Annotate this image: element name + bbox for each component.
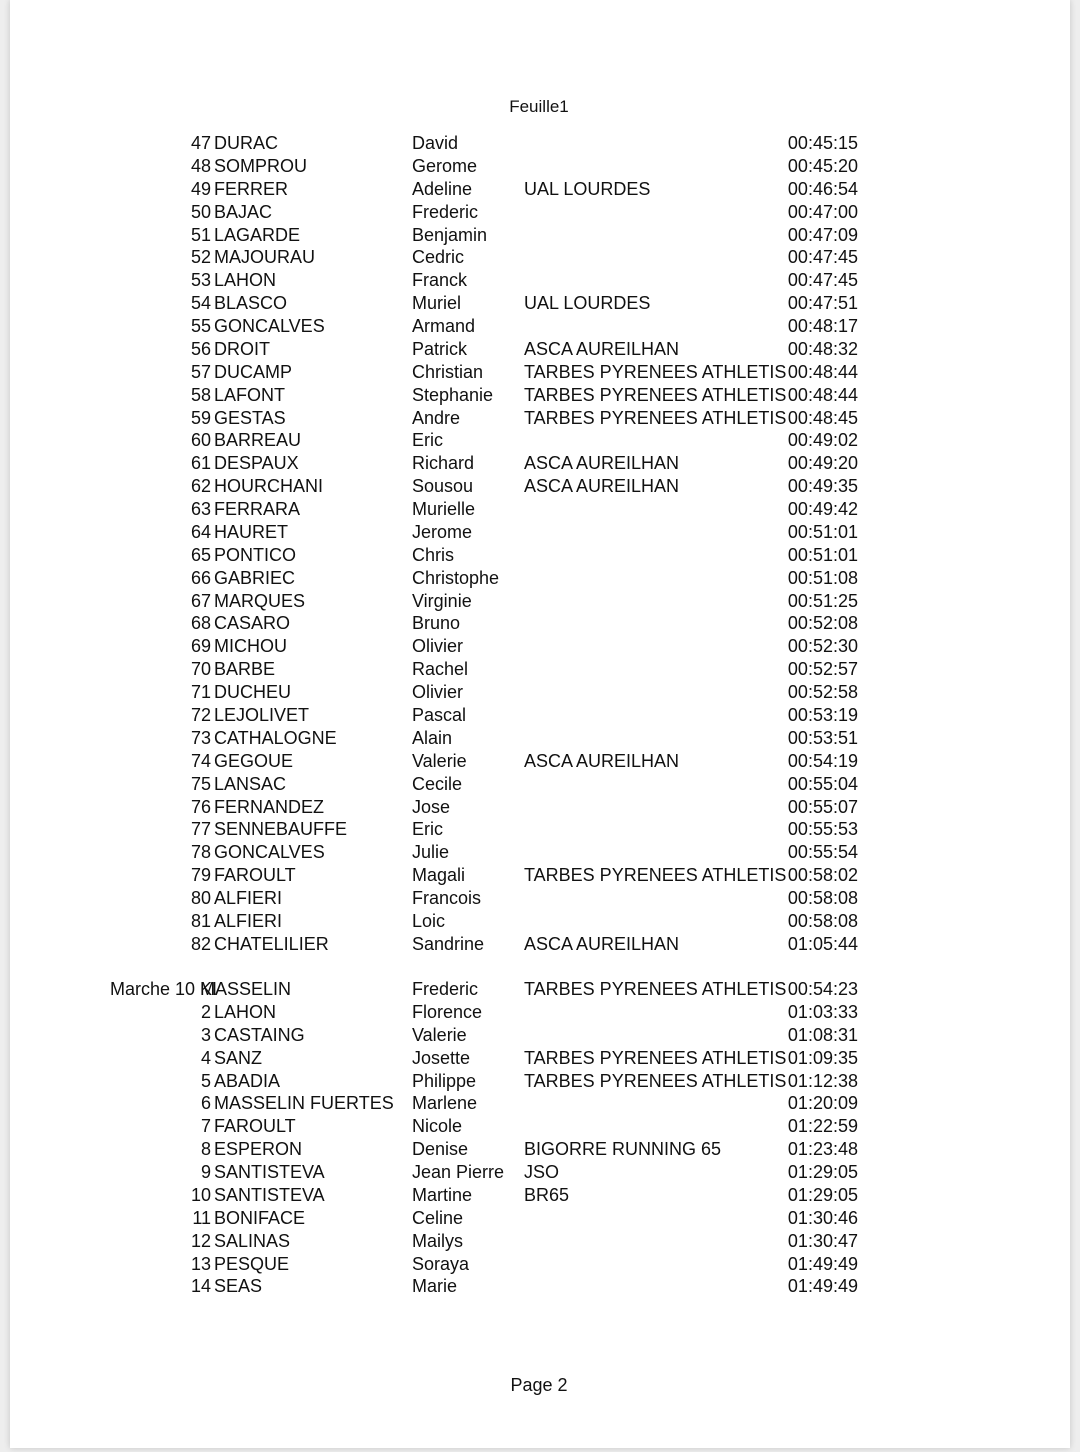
first-name-cell: Cedric [412,247,465,267]
first-name-cell: Olivier [412,636,464,656]
time-cell: 00:48:44 [787,362,858,382]
rank-cell: 52 [190,247,211,267]
rank-cell: 61 [190,453,211,473]
first-name-cell: Jerome [412,522,473,542]
last-name-cell: ABADIA [214,1071,281,1091]
last-name-cell: GABRIEC [214,568,296,588]
last-name-cell: SENNEBAUFFE [214,819,348,839]
time-cell: 01:03:33 [787,1002,858,1022]
table-row [0,178,1080,201]
first-name-cell: Mailys [412,1231,464,1251]
rank-cell: 48 [190,156,211,176]
rank-cell: 7 [200,1116,211,1136]
last-name-cell: LAHON [214,270,277,290]
last-name-cell: MASSELIN FUERTES [214,1093,394,1113]
table-row [0,361,1080,384]
last-name-cell: FERRER [214,179,289,199]
first-name-cell: Andre [412,408,461,428]
first-name-cell: Alain [412,728,453,748]
first-name-cell: Julie [412,842,450,862]
table-row [0,1092,1080,1115]
time-cell: 00:49:42 [787,499,858,519]
last-name-cell: MASSELIN [200,979,292,999]
club-cell: ASCA AUREILHAN [524,751,680,771]
time-cell: 00:47:51 [787,293,858,313]
rank-cell: 64 [190,522,211,542]
last-name-cell: SEAS [214,1276,263,1296]
last-name-cell: LEJOLIVET [214,705,310,725]
first-name-cell: Valerie [412,1025,467,1045]
table-row [0,1070,1080,1093]
last-name-cell: ALFIERI [214,888,283,908]
time-cell: 00:55:04 [787,774,858,794]
rank-cell: 4 [200,1048,211,1068]
rank-cell: 76 [190,797,211,817]
last-name-cell: HOURCHANI [214,476,324,496]
last-name-cell: SANTISTEVA [214,1162,325,1182]
first-name-cell: Armand [412,316,476,336]
last-name-cell: BLASCO [214,293,288,313]
first-name-cell: Frederic [412,202,479,222]
first-name-cell: Magali [412,865,466,885]
first-name-cell: Franck [412,270,468,290]
table-row [0,338,1080,361]
rank-cell: 50 [190,202,211,222]
first-name-cell: Christian [412,362,484,382]
time-cell: 00:52:08 [787,613,858,633]
table-row [0,864,1080,887]
rank-cell: 67 [190,591,211,611]
category-label: Marche 10 KI [110,979,218,999]
time-cell: 00:58:08 [787,911,858,931]
last-name-cell: FERRARA [214,499,301,519]
time-cell: 01:49:49 [787,1276,858,1296]
last-name-cell: LAHON [214,1002,277,1022]
last-name-cell: PESQUE [214,1254,290,1274]
rank-cell: 3 [200,1025,211,1045]
table-row [0,246,1080,269]
table-row [0,773,1080,796]
time-cell: 00:45:20 [787,156,858,176]
last-name-cell: ESPERON [214,1139,303,1159]
time-cell: 01:29:05 [787,1162,858,1182]
time-cell: 00:52:58 [787,682,858,702]
rank-cell: 9 [200,1162,211,1182]
club-cell: TARBES PYRENEES ATHLETIS [524,408,787,428]
time-cell: 00:47:09 [787,225,858,245]
first-name-cell: Rachel [412,659,469,679]
first-name-cell: Richard [412,453,475,473]
rank-cell: 10 [190,1185,211,1205]
time-cell: 00:49:20 [787,453,858,473]
first-name-cell: Bruno [412,613,461,633]
table-row [0,1184,1080,1207]
time-cell: 00:48:45 [787,408,858,428]
first-name-cell: Jean Pierre [412,1162,505,1182]
club-cell: BR65 [524,1185,570,1205]
first-name-cell: Denise [412,1139,469,1159]
rank-cell: 79 [190,865,211,885]
rank-cell: 74 [190,751,211,771]
time-cell: 00:49:02 [787,430,858,450]
time-cell: 00:58:02 [787,865,858,885]
club-cell: TARBES PYRENEES ATHLETIS [524,865,787,885]
last-name-cell: ALFIERI [214,911,283,931]
time-cell: 01:05:44 [787,934,858,954]
table-row [0,818,1080,841]
last-name-cell: HAURET [214,522,289,542]
club-cell: ASCA AUREILHAN [524,339,680,359]
rank-cell: 49 [190,179,211,199]
last-name-cell: MICHOU [214,636,287,656]
rank-cell: 56 [190,339,211,359]
time-cell: 00:47:45 [787,247,858,267]
table-row [0,498,1080,521]
time-cell: 01:23:48 [787,1139,858,1159]
rank-cell: 73 [190,728,211,748]
table-row [0,681,1080,704]
first-name-cell: Sandrine [412,934,485,954]
time-cell: 00:55:53 [787,819,858,839]
table-row [0,635,1080,658]
table-row [0,544,1080,567]
first-name-cell: Frederic [412,979,479,999]
last-name-cell: LANSAC [214,774,287,794]
time-cell: 00:51:01 [787,522,858,542]
last-name-cell: BONIFACE [214,1208,306,1228]
table-row [0,841,1080,864]
table-row [0,727,1080,750]
last-name-cell: PONTICO [214,545,297,565]
table-row [0,384,1080,407]
first-name-cell: David [412,133,459,153]
time-cell: 00:51:08 [787,568,858,588]
table-row [0,292,1080,315]
last-name-cell: CHATELILIER [214,934,329,954]
rank-cell: 63 [190,499,211,519]
time-cell: 00:48:32 [787,339,858,359]
rank-cell: 71 [190,682,211,702]
last-name-cell: LAFONT [214,385,286,405]
time-cell: 01:49:49 [787,1254,858,1274]
last-name-cell: CASARO [214,613,291,633]
table-row [0,1115,1080,1138]
rank-cell: 58 [190,385,211,405]
table-row [0,933,1080,956]
club-cell: JSO [524,1162,560,1182]
rank-cell: 51 [190,225,211,245]
time-cell: 00:46:54 [787,179,858,199]
table-row [0,452,1080,475]
rank-cell: 6 [200,1093,211,1113]
rank-cell: 69 [190,636,211,656]
table-row [0,269,1080,292]
table-row [0,1047,1080,1070]
time-cell: 01:08:31 [787,1025,858,1045]
table-row [0,1253,1080,1276]
first-name-cell: Josette [412,1048,471,1068]
rank-cell: 57 [190,362,211,382]
table-row [0,704,1080,727]
last-name-cell: CATHALOGNE [214,728,337,748]
rank-cell: 13 [190,1254,211,1274]
time-cell: 00:58:08 [787,888,858,908]
table-row [0,750,1080,773]
time-cell: 00:49:35 [787,476,858,496]
table-row [0,590,1080,613]
first-name-cell: Eric [412,819,443,839]
table-row [0,475,1080,498]
table-row [0,1275,1080,1298]
first-name-cell: Valerie [412,751,467,771]
rank-cell: 82 [190,934,211,954]
last-name-cell: BAJAC [214,202,273,222]
club-cell: UAL LOURDES [524,179,651,199]
first-name-cell: Philippe [412,1071,477,1091]
rank-cell: 80 [190,888,211,908]
first-name-cell: Olivier [412,682,464,702]
rank-cell: 81 [190,911,211,931]
last-name-cell: GONCALVES [214,842,325,862]
club-cell: TARBES PYRENEES ATHLETIS [524,979,787,999]
table-row [0,132,1080,155]
first-name-cell: Nicole [412,1116,463,1136]
last-name-cell: GEGOUE [214,751,294,771]
table-row [0,201,1080,224]
last-name-cell: FERNANDEZ [214,797,325,817]
first-name-cell: Loic [412,911,446,931]
time-cell: 01:30:46 [787,1208,858,1228]
table-row [0,1161,1080,1184]
first-name-cell: Murielle [412,499,476,519]
rank-cell: 8 [200,1139,211,1159]
table-row [0,155,1080,178]
table-row [0,887,1080,910]
table-row [0,1138,1080,1161]
last-name-cell: DURAC [214,133,279,153]
time-cell: 00:54:23 [787,979,858,999]
first-name-cell: Francois [412,888,482,908]
last-name-cell: BARREAU [214,430,302,450]
time-cell: 00:51:01 [787,545,858,565]
rank-cell: 2 [200,1002,211,1022]
time-cell: 01:20:09 [787,1093,858,1113]
last-name-cell: DUCHEU [214,682,292,702]
time-cell: 01:09:35 [787,1048,858,1068]
time-cell: 00:55:54 [787,842,858,862]
first-name-cell: Marie [412,1276,458,1296]
time-cell: 00:47:00 [787,202,858,222]
rank-cell: 12 [190,1231,211,1251]
club-cell: TARBES PYRENEES ATHLETIS [524,385,787,405]
time-cell: 00:54:19 [787,751,858,771]
last-name-cell: SOMPROU [214,156,308,176]
rank-cell: 47 [190,133,211,153]
time-cell: 00:48:44 [787,385,858,405]
rank-cell: 55 [190,316,211,336]
table-row [0,1230,1080,1253]
rank-cell: 60 [190,430,211,450]
last-name-cell: SANTISTEVA [214,1185,325,1205]
first-name-cell: Cecile [412,774,463,794]
last-name-cell: MARQUES [214,591,306,611]
last-name-cell: DUCAMP [214,362,293,382]
rank-cell: 77 [190,819,211,839]
club-cell: TARBES PYRENEES ATHLETIS [524,362,787,382]
table-row [0,1001,1080,1024]
first-name-cell: Chris [412,545,455,565]
first-name-cell: Stephanie [412,385,494,405]
first-name-cell: Virginie [412,591,472,611]
rank-cell: 5 [200,1071,211,1091]
rank-cell: 59 [190,408,211,428]
time-cell: 01:22:59 [787,1116,858,1136]
first-name-cell: Christophe [412,568,500,588]
time-cell: 00:48:17 [787,316,858,336]
last-name-cell: DESPAUX [214,453,299,473]
last-name-cell: DROIT [214,339,270,359]
rank-cell: 68 [190,613,211,633]
table-row [0,224,1080,247]
first-name-cell: Patrick [412,339,468,359]
last-name-cell: BARBE [214,659,276,679]
last-name-cell: GONCALVES [214,316,325,336]
rank-cell: 11 [192,1208,211,1228]
table-row [0,658,1080,681]
first-name-cell: Pascal [412,705,467,725]
club-cell: ASCA AUREILHAN [524,453,680,473]
time-cell: 01:12:38 [787,1071,858,1091]
first-name-cell: Gerome [412,156,478,176]
time-cell: 00:45:15 [787,133,858,153]
rank-cell: 72 [190,705,211,725]
first-name-cell: Muriel [412,293,462,313]
first-name-cell: Adeline [412,179,473,199]
time-cell: 01:30:47 [787,1231,858,1251]
last-name-cell: CASTAING [214,1025,305,1045]
table-row [0,612,1080,635]
first-name-cell: Florence [412,1002,483,1022]
first-name-cell: Celine [412,1208,464,1228]
rank-cell: 66 [190,568,211,588]
first-name-cell: Eric [412,430,443,450]
last-name-cell: SALINAS [214,1231,291,1251]
last-name-cell: FAROULT [214,865,296,885]
rank-cell: 78 [190,842,211,862]
last-name-cell: MAJOURAU [214,247,316,267]
club-cell: BIGORRE RUNNING 65 [524,1139,722,1159]
rank-cell: 65 [190,545,211,565]
table-row [0,567,1080,590]
first-name-cell: Jose [412,797,451,817]
rank-cell: 54 [190,293,211,313]
table-row [0,315,1080,338]
club-cell: ASCA AUREILHAN [524,476,680,496]
table-row [0,1024,1080,1047]
last-name-cell: SANZ [214,1048,263,1068]
first-name-cell: Marlene [412,1093,478,1113]
first-name-cell: Benjamin [412,225,488,245]
table-row [0,429,1080,452]
time-cell: 00:52:57 [787,659,858,679]
time-cell: 00:52:30 [787,636,858,656]
time-cell: 00:55:07 [787,797,858,817]
rank-cell: 14 [190,1276,211,1296]
time-cell: 01:29:05 [787,1185,858,1205]
club-cell: UAL LOURDES [524,293,651,313]
time-cell: 00:53:19 [787,705,858,725]
table-row [0,1207,1080,1230]
page-number: Page 2 [510,1375,568,1395]
table-row [0,796,1080,819]
time-cell: 00:53:51 [787,728,858,748]
rank-cell: 53 [190,270,211,290]
table-row [0,407,1080,430]
time-cell: 00:51:25 [787,591,858,611]
first-name-cell: Soraya [412,1254,470,1274]
last-name-cell: LAGARDE [214,225,301,245]
club-cell: TARBES PYRENEES ATHLETIS [524,1048,787,1068]
last-name-cell: GESTAS [214,408,286,428]
rank-cell: 62 [190,476,211,496]
table-row [0,910,1080,933]
rank-cell: 70 [190,659,211,679]
table-row [0,978,1080,1001]
table-row [0,521,1080,544]
first-name-cell: Sousou [412,476,474,496]
rank-cell: 75 [190,774,211,794]
time-cell: 00:47:45 [787,270,858,290]
club-cell: ASCA AUREILHAN [524,934,680,954]
last-name-cell: FAROULT [214,1116,296,1136]
sheet-title: Feuille1 [509,97,569,116]
first-name-cell: Martine [412,1185,473,1205]
club-cell: TARBES PYRENEES ATHLETIS [524,1071,787,1091]
